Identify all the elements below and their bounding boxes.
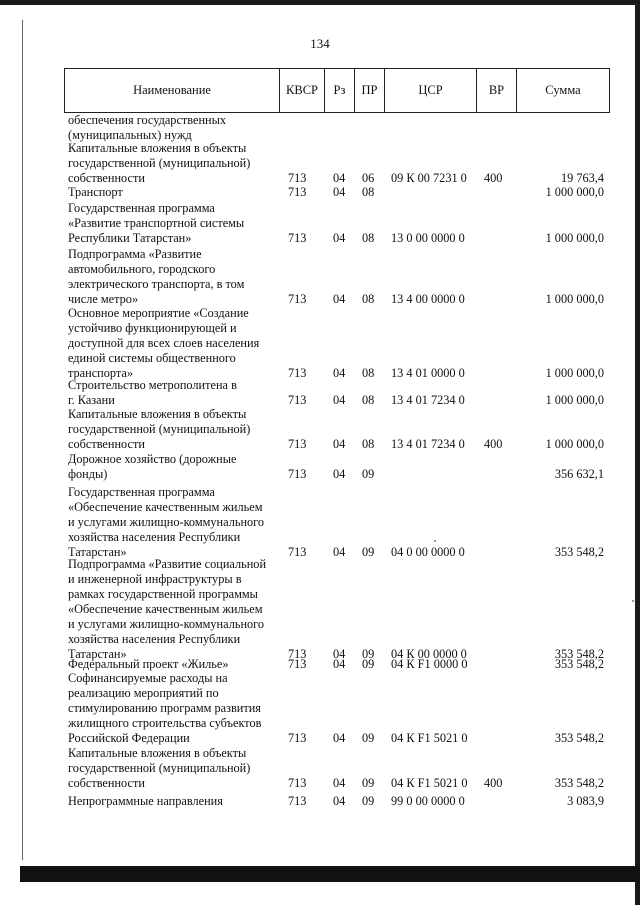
header-name: Наименование <box>64 68 279 113</box>
row-rz: 04 <box>333 171 346 185</box>
row-pr: 09 <box>362 657 375 671</box>
row-sum: 353 548,2 <box>554 647 604 661</box>
row-name-line: государственной (муниципальной) <box>68 761 251 775</box>
row-name-line: Российской Федерации <box>68 731 190 745</box>
row-rz: 04 <box>333 467 346 481</box>
row-sum: 1 000 000,0 <box>545 231 604 245</box>
row-name-line: Капитальные вложения в объекты <box>68 746 247 760</box>
row-name-line: «Обеспечение качественным жильем <box>68 602 263 616</box>
row-rz: 04 <box>333 647 346 661</box>
row-rz: 04 <box>333 292 346 306</box>
row-name-line: обеспечения государственных <box>68 113 227 127</box>
page-number: 134 <box>310 36 330 51</box>
row-name-line: Основное мероприятие «Создание <box>68 306 249 320</box>
row-pr: 08 <box>362 185 375 199</box>
row-name <box>68 671 275 746</box>
row-pr: 08 <box>362 393 375 407</box>
row-name-line: Капитальные вложения в объекты <box>68 141 247 155</box>
row-csr: 99 0 00 0000 0 <box>391 794 465 808</box>
row-sum: 353 548,2 <box>554 545 604 559</box>
row-name-line: стимулированию программ развития <box>68 701 261 715</box>
row-pr: 09 <box>362 731 375 745</box>
scan-speck <box>632 600 634 602</box>
row-name-line: собственности <box>68 171 145 185</box>
row-name <box>68 141 275 186</box>
row-name-line: фонды) <box>68 467 108 481</box>
row-pr: 08 <box>362 231 375 245</box>
row-pr: 09 <box>362 776 375 790</box>
row-rz: 04 <box>333 231 346 245</box>
row-csr: 13 4 00 0000 0 <box>391 292 465 306</box>
row-name-line: доступной для всех слоев населения <box>68 336 260 350</box>
row-name-line: Татарстан» <box>68 545 127 559</box>
row-name <box>68 485 275 560</box>
row-sum: 1 000 000,0 <box>545 437 604 451</box>
row-rz: 04 <box>333 794 346 808</box>
row-csr: 13 4 01 7234 0 <box>391 393 465 407</box>
row-kvsr: 713 <box>288 545 307 559</box>
row-rz: 04 <box>333 657 346 671</box>
row-vr: 400 <box>484 437 503 451</box>
header-csr: ЦСР <box>384 68 476 113</box>
row-csr: 04 К F1 5021 0 <box>391 731 468 745</box>
header-sum: Сумма <box>516 68 610 113</box>
row-name-line: собственности <box>68 437 145 451</box>
row-name-line: и услугами жилищно-коммунального <box>68 617 265 631</box>
row-name <box>68 378 275 408</box>
row-rz: 04 <box>333 731 346 745</box>
row-vr: 400 <box>484 776 503 790</box>
row-name-line: рамках государственной программы <box>68 587 258 601</box>
row-name-line: Государственная программа <box>68 201 215 215</box>
row-kvsr: 713 <box>288 171 307 185</box>
row-vr: 400 <box>484 171 503 185</box>
row-kvsr: 713 <box>288 393 307 407</box>
row-sum: 1 000 000,0 <box>545 185 604 199</box>
row-name-line: (муниципальных) нужд <box>68 128 192 142</box>
row-sum: 1 000 000,0 <box>545 366 604 380</box>
row-name-line: Государственная программа <box>68 485 215 499</box>
row-sum: 19 763,4 <box>560 171 604 185</box>
row-csr: 09 К 00 7231 0 <box>391 171 467 185</box>
scan-edge-left <box>22 20 23 860</box>
row-name-line: государственной (муниципальной) <box>68 422 251 436</box>
row-pr: 09 <box>362 545 375 559</box>
row-csr: 13 0 00 0000 0 <box>391 231 465 245</box>
row-name-line: электрического транспорта, в том <box>68 277 245 291</box>
row-kvsr: 713 <box>288 776 307 790</box>
row-csr: 04 0 00 0000 0 <box>391 545 465 559</box>
header-pr: ПР <box>354 68 384 113</box>
row-rz: 04 <box>333 393 346 407</box>
row-name-line: Софинансируемые расходы на <box>68 671 228 685</box>
row-name-line: Подпрограмма «Развитие социальной <box>68 557 267 571</box>
row-name-line: государственной (муниципальной) <box>68 156 251 170</box>
row-kvsr: 713 <box>288 794 307 808</box>
row-name-line: Дорожное хозяйство (дорожные <box>68 452 237 466</box>
row-name-line: числе метро» <box>68 292 139 306</box>
row-name <box>68 452 275 482</box>
row-sum: 353 548,2 <box>554 731 604 745</box>
row-kvsr: 713 <box>288 366 307 380</box>
row-rz: 04 <box>333 545 346 559</box>
row-name-line: реализацию мероприятий по <box>68 686 219 700</box>
row-pr: 08 <box>362 292 375 306</box>
row-sum: 1 000 000,0 <box>545 393 604 407</box>
scan-edge-right <box>635 0 640 905</box>
row-name-line: г. Казани <box>68 393 115 407</box>
row-rz: 04 <box>333 366 346 380</box>
row-name <box>68 557 275 662</box>
row-sum: 353 548,2 <box>554 657 604 671</box>
row-name-line: Татарстан» <box>68 647 127 661</box>
row-kvsr: 713 <box>288 467 307 481</box>
row-csr: 04 К F1 5021 0 <box>391 776 468 790</box>
row-name-line: и услугами жилищно-коммунального <box>68 515 265 529</box>
row-name-line: устойчиво функционирующей и <box>68 321 237 335</box>
row-name-line: «Развитие транспортной системы <box>68 216 245 230</box>
row-pr: 08 <box>362 366 375 380</box>
row-name-line: Транспорт <box>68 185 123 199</box>
row-name <box>68 794 275 809</box>
scan-edge-top <box>0 0 640 5</box>
header-kvsr: КВСР <box>279 68 324 113</box>
row-name <box>68 247 275 307</box>
row-name-line: Непрограммные направления <box>68 794 223 808</box>
row-rz: 04 <box>333 776 346 790</box>
row-sum: 353 548,2 <box>554 776 604 790</box>
row-pr: 09 <box>362 794 375 808</box>
row-name <box>68 746 275 791</box>
row-sum: 356 632,1 <box>554 467 604 481</box>
row-pr: 09 <box>362 647 375 661</box>
row-name-line: транспорта» <box>68 366 134 380</box>
row-name-line: единой системы общественного <box>68 351 236 365</box>
scan-speck <box>434 540 436 542</box>
row-name-line: хозяйства населения Республики <box>68 632 241 646</box>
row-kvsr: 713 <box>288 657 307 671</box>
row-name <box>68 201 275 246</box>
row-pr: 09 <box>362 467 375 481</box>
row-csr: 04 К 00 0000 0 <box>391 647 467 661</box>
row-pr: 06 <box>362 171 375 185</box>
row-name-line: автомобильного, городского <box>68 262 216 276</box>
row-csr: 04 К F1 0000 0 <box>391 657 468 671</box>
header-vr: ВР <box>476 68 516 113</box>
row-name-line: Федеральный проект «Жилье» <box>68 657 229 671</box>
row-name <box>68 113 275 143</box>
row-name-line: хозяйства населения Республики <box>68 530 241 544</box>
row-rz: 04 <box>333 437 346 451</box>
scan-edge-bottom <box>20 866 640 882</box>
row-name-line: Капитальные вложения в объекты <box>68 407 247 421</box>
row-sum: 1 000 000,0 <box>545 292 604 306</box>
row-name <box>68 185 275 200</box>
row-name <box>68 306 275 381</box>
row-name-line: Подпрограмма «Развитие <box>68 247 202 261</box>
row-name-line: «Обеспечение качественным жильем <box>68 500 263 514</box>
row-csr: 13 4 01 0000 0 <box>391 366 465 380</box>
row-kvsr: 713 <box>288 292 307 306</box>
row-kvsr: 713 <box>288 437 307 451</box>
row-csr: 13 4 01 7234 0 <box>391 437 465 451</box>
row-name-line: Республики Татарстан» <box>68 231 192 245</box>
row-rz: 04 <box>333 185 346 199</box>
row-name-line: и инженерной инфраструктуры в <box>68 572 242 586</box>
row-kvsr: 713 <box>288 231 307 245</box>
row-name-line: Строительство метрополитена в <box>68 378 237 392</box>
row-kvsr: 713 <box>288 731 307 745</box>
row-name <box>68 407 275 452</box>
row-name <box>68 657 275 672</box>
row-kvsr: 713 <box>288 185 307 199</box>
row-pr: 08 <box>362 437 375 451</box>
row-name-line: жилищного строительства субъектов <box>68 716 262 730</box>
row-kvsr: 713 <box>288 647 307 661</box>
header-rz: Рз <box>324 68 354 113</box>
row-sum: 3 083,9 <box>567 794 604 808</box>
row-name-line: собственности <box>68 776 145 790</box>
